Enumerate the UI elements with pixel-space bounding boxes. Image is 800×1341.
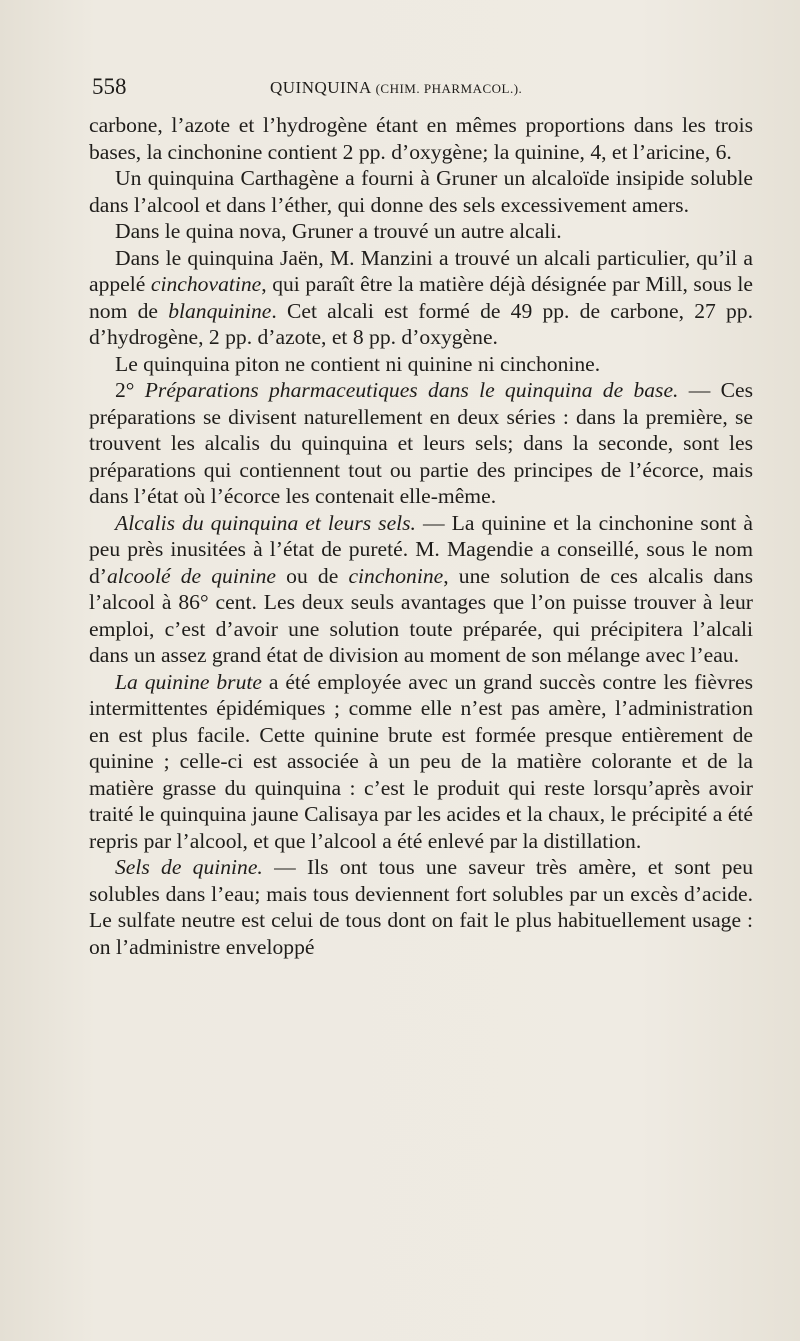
paragraph	[89, 112, 753, 165]
text-run: , une solution de ces alcalis dans l’alcool à 86° cent. Les deux seuls avantages que l’on puisse trouver à leur emploi, c’est d’avoir une solution toute préparée, qui précipitera l’alcali dans un assez grand état de division au moment de son mélange avec l’eau.	[89, 563, 753, 667]
text-run: — Ces préparations se divisent naturellement en deux séries : dans la première, se trouvent les alcalis du quinquina et leurs sels; dans la seconde, sont les préparations qui contiennent tout ou partie des principes de l’écorce, mais dans l’état où l’écorce les contenait elle-même.	[89, 378, 753, 508]
italic-run: La quinine brute	[115, 669, 262, 694]
running-subtitle: (CHIM. PHARMACOL.).	[375, 81, 523, 96]
running-head	[270, 78, 522, 98]
paragraph	[89, 165, 753, 218]
text-run: — La quinine et la cinchonine sont à peu près inusitées à l’état de pureté. M. Magendie a conseillé, sous le nom d’	[89, 510, 754, 588]
body-text	[89, 112, 753, 960]
paragraph	[89, 351, 753, 378]
paragraph	[89, 377, 753, 510]
paragraph	[89, 669, 753, 855]
page-header	[92, 74, 752, 102]
italic-run: blanquinine	[168, 298, 272, 323]
italic-run: Sels de quinine.	[115, 855, 263, 879]
text-run: a été employée avec un grand succès contre les fièvres intermittentes épidémiques ; comme elle n’est pas amère, l’administration en est plus facile. Cette quinine brute est formée presque entièrement de quinine ; celle-ci est associée à un peu de la matière colorante et de la matière grasse du quinquina : c’est le produit qui reste lorsqu’après avoir traité le quinquina jaune Calisaya par les acides et la chaux, le précipité a été repris par l’alcool, et que l’alcool a été enlevé par la distillation.	[89, 669, 753, 853]
italic-run: cinchovatine	[150, 272, 262, 296]
paragraph	[89, 854, 753, 960]
running-title: QUINQUINA	[270, 78, 371, 97]
text-run: Le quinquina piton ne contient ni quinine ni cinchonine.	[115, 351, 601, 376]
text-run: Un quinquina Carthagène a fourni à Gruner un alcaloïde insipide soluble dans l’alcool et dans l’éther, qui donne des sels excessivement amers.	[89, 166, 753, 217]
italic-run: Alcalis du quinquina et leurs sels.	[115, 510, 416, 535]
paragraph	[89, 218, 753, 245]
italic-run: alcoolé de quinine	[107, 563, 277, 588]
text-run: Dans le quina nova, Gruner a trouvé un autre alcali.	[115, 219, 562, 243]
text-run: — Ils ont tous une saveur très amère, et sont peu solubles dans l’eau; mais tous deviennent fort solubles par un excès d’acide. Le sulfate neutre est celui de tous dont on fait le plus habituellement usage : on l’administre enveloppé	[89, 855, 753, 959]
paragraph	[89, 510, 753, 669]
text-run: ou de	[276, 563, 349, 588]
paragraph	[89, 245, 753, 351]
text-run: Dans le quinquina Jaën, M. Manzini a trouvé un alcali particulier, qu’il a appelé	[89, 245, 753, 296]
text-run: . Cet alcali est formé de 49 pp. de carbone, 27 pp. d’hydrogène, 2 pp. d’azote, et 8 pp. d’oxygène.	[89, 298, 753, 349]
italic-run: Préparations pharmaceutiques dans le quinquina de base.	[144, 378, 679, 402]
italic-run: cinchonine	[348, 563, 444, 588]
text-run: , qui paraît être la matière déjà désignée par Mill, sous le nom de	[89, 272, 753, 323]
page-number: 558	[92, 74, 127, 99]
text-run: 2°	[115, 378, 145, 402]
text-run: carbone, l’azote et l’hydrogène étant en mêmes proportions dans les trois bases, la cinchonine contient 2 pp. d’oxygène; la quinine, 4, et l’aricine, 6.	[89, 113, 753, 164]
